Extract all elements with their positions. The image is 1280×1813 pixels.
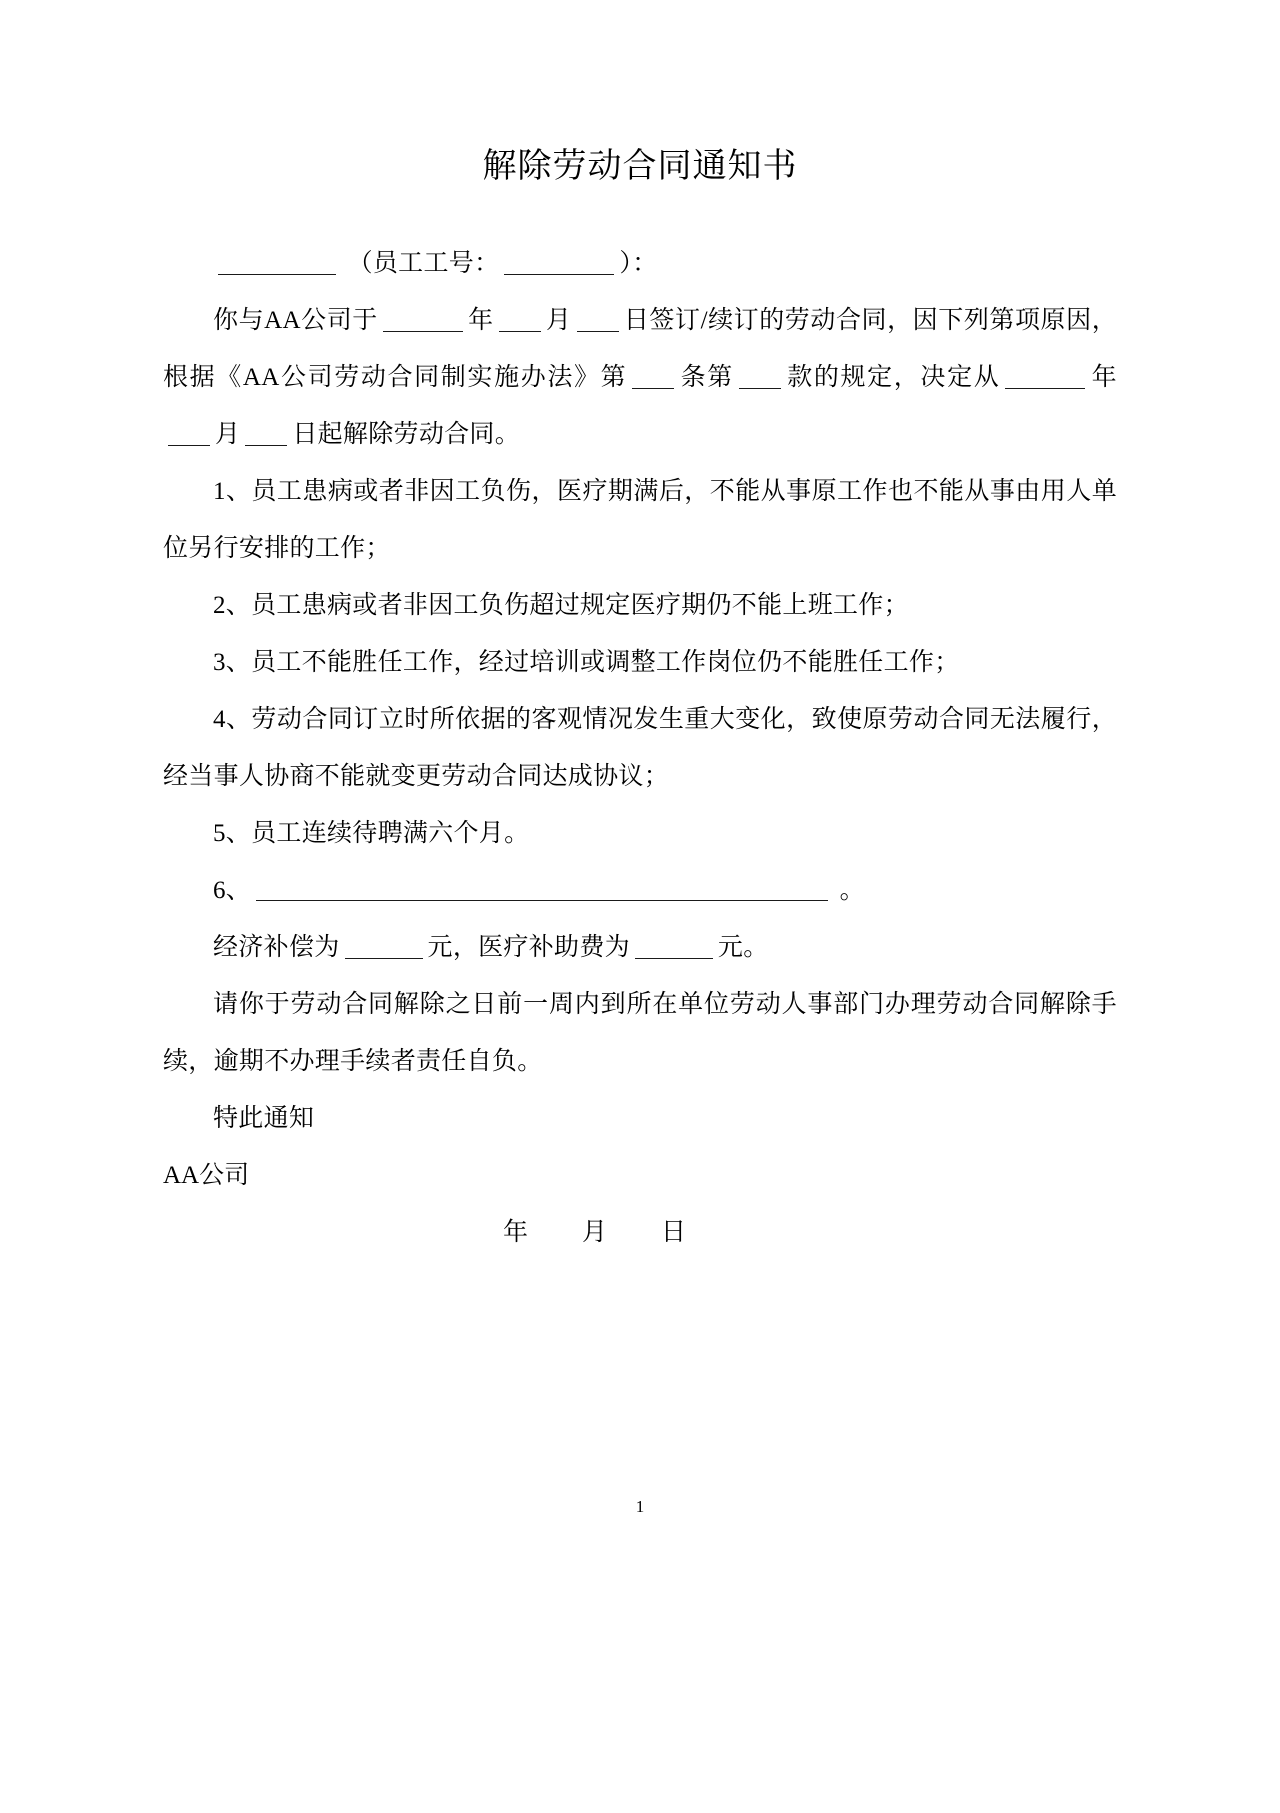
article-number-blank[interactable] [632,366,674,389]
page-number: 1 [635,1497,645,1516]
compensation-line [163,919,1117,976]
signature-day-label: 日 [661,1218,689,1246]
open-paren: （ [347,249,373,277]
unit-month-2: 月 [215,420,241,448]
reason-item: 4、劳动合同订立时所依据的客观情况发生重大变化，致使原劳动合同无法履行，经当事人协商不能就变更劳动合同达成协议； [163,705,1117,790]
reason-six-period: 。 [839,876,865,904]
signature-month-label: 月 [582,1218,610,1246]
sign-clause-text: 日签订/续订的劳动合同，因下列第 [623,306,1015,334]
unit-day-end: 日起解除劳动合同。 [292,420,521,448]
company-signature: AA公司 [163,1161,250,1189]
reason-six-blank[interactable] [256,878,828,901]
document-content [163,0,1117,1261]
reason-item-six [163,862,1117,919]
reason-six-number: 6、 [213,876,252,904]
regulation-text: 项原因，根据《AA公司劳动合同制实施办法》第 [163,306,1118,391]
page-title: 解除劳动合同通知书 [482,148,798,185]
unit-clause: 款的规定，决 [785,363,948,391]
reason-item: 1、员工患病或者非因工负伤，医疗期满后，不能从事原工作也不能从事由用人单位另行安排的工作； [163,477,1117,562]
recipient-name-blank[interactable] [218,252,336,275]
compensation-unit-two: 元。 [717,933,769,961]
unit-month: 月 [545,306,572,334]
sign-month-blank[interactable] [499,309,541,332]
sign-year-blank[interactable] [383,309,463,332]
close-paren: ）： [619,249,658,277]
unit-year-2: 年 [1090,363,1117,391]
employee-id-label: 员工工号： [372,249,500,277]
employee-id-blank[interactable] [504,252,614,275]
instruction-paragraph: 请你于劳动合同解除之日前一周内到所在单位劳动人事部门办理劳动合同解除手续，逾期不办理手续者责任自负。 [163,990,1117,1075]
document-body [163,235,1117,1261]
closing-notice: 特此通知 [213,1104,315,1132]
terminate-year-blank[interactable] [1005,366,1085,389]
reason-item: 3、员工不能胜任工作，经过培训或调整工作岗位仍不能胜任工作； [213,648,960,676]
recipient-line [163,235,1117,292]
reason-item: 5、员工连续待聘满六个月。 [213,819,530,847]
medical-subsidy-blank[interactable] [635,936,713,959]
signature-date [163,1204,1117,1261]
economic-compensation-blank[interactable] [345,936,423,959]
compensation-unit-one: 元，医疗补助费为 [427,933,630,961]
contract-intro-text: 你与AA公司于 [213,306,378,334]
unit-year: 年 [467,306,494,334]
sign-day-blank[interactable] [577,309,619,332]
terminate-day-blank[interactable] [245,423,287,446]
reason-item: 2、员工患病或者非因工负伤超过规定医疗期仍不能上班工作； [213,591,909,619]
unit-article: 条第 [679,363,734,391]
signature-year-label: 年 [503,1218,531,1246]
terminate-month-blank[interactable] [168,423,210,446]
compensation-label: 经济补偿为 [213,933,340,961]
termination-from-text: 定从 [947,363,1001,391]
contract-paragraph [163,292,1117,463]
clause-number-blank[interactable] [739,366,781,389]
